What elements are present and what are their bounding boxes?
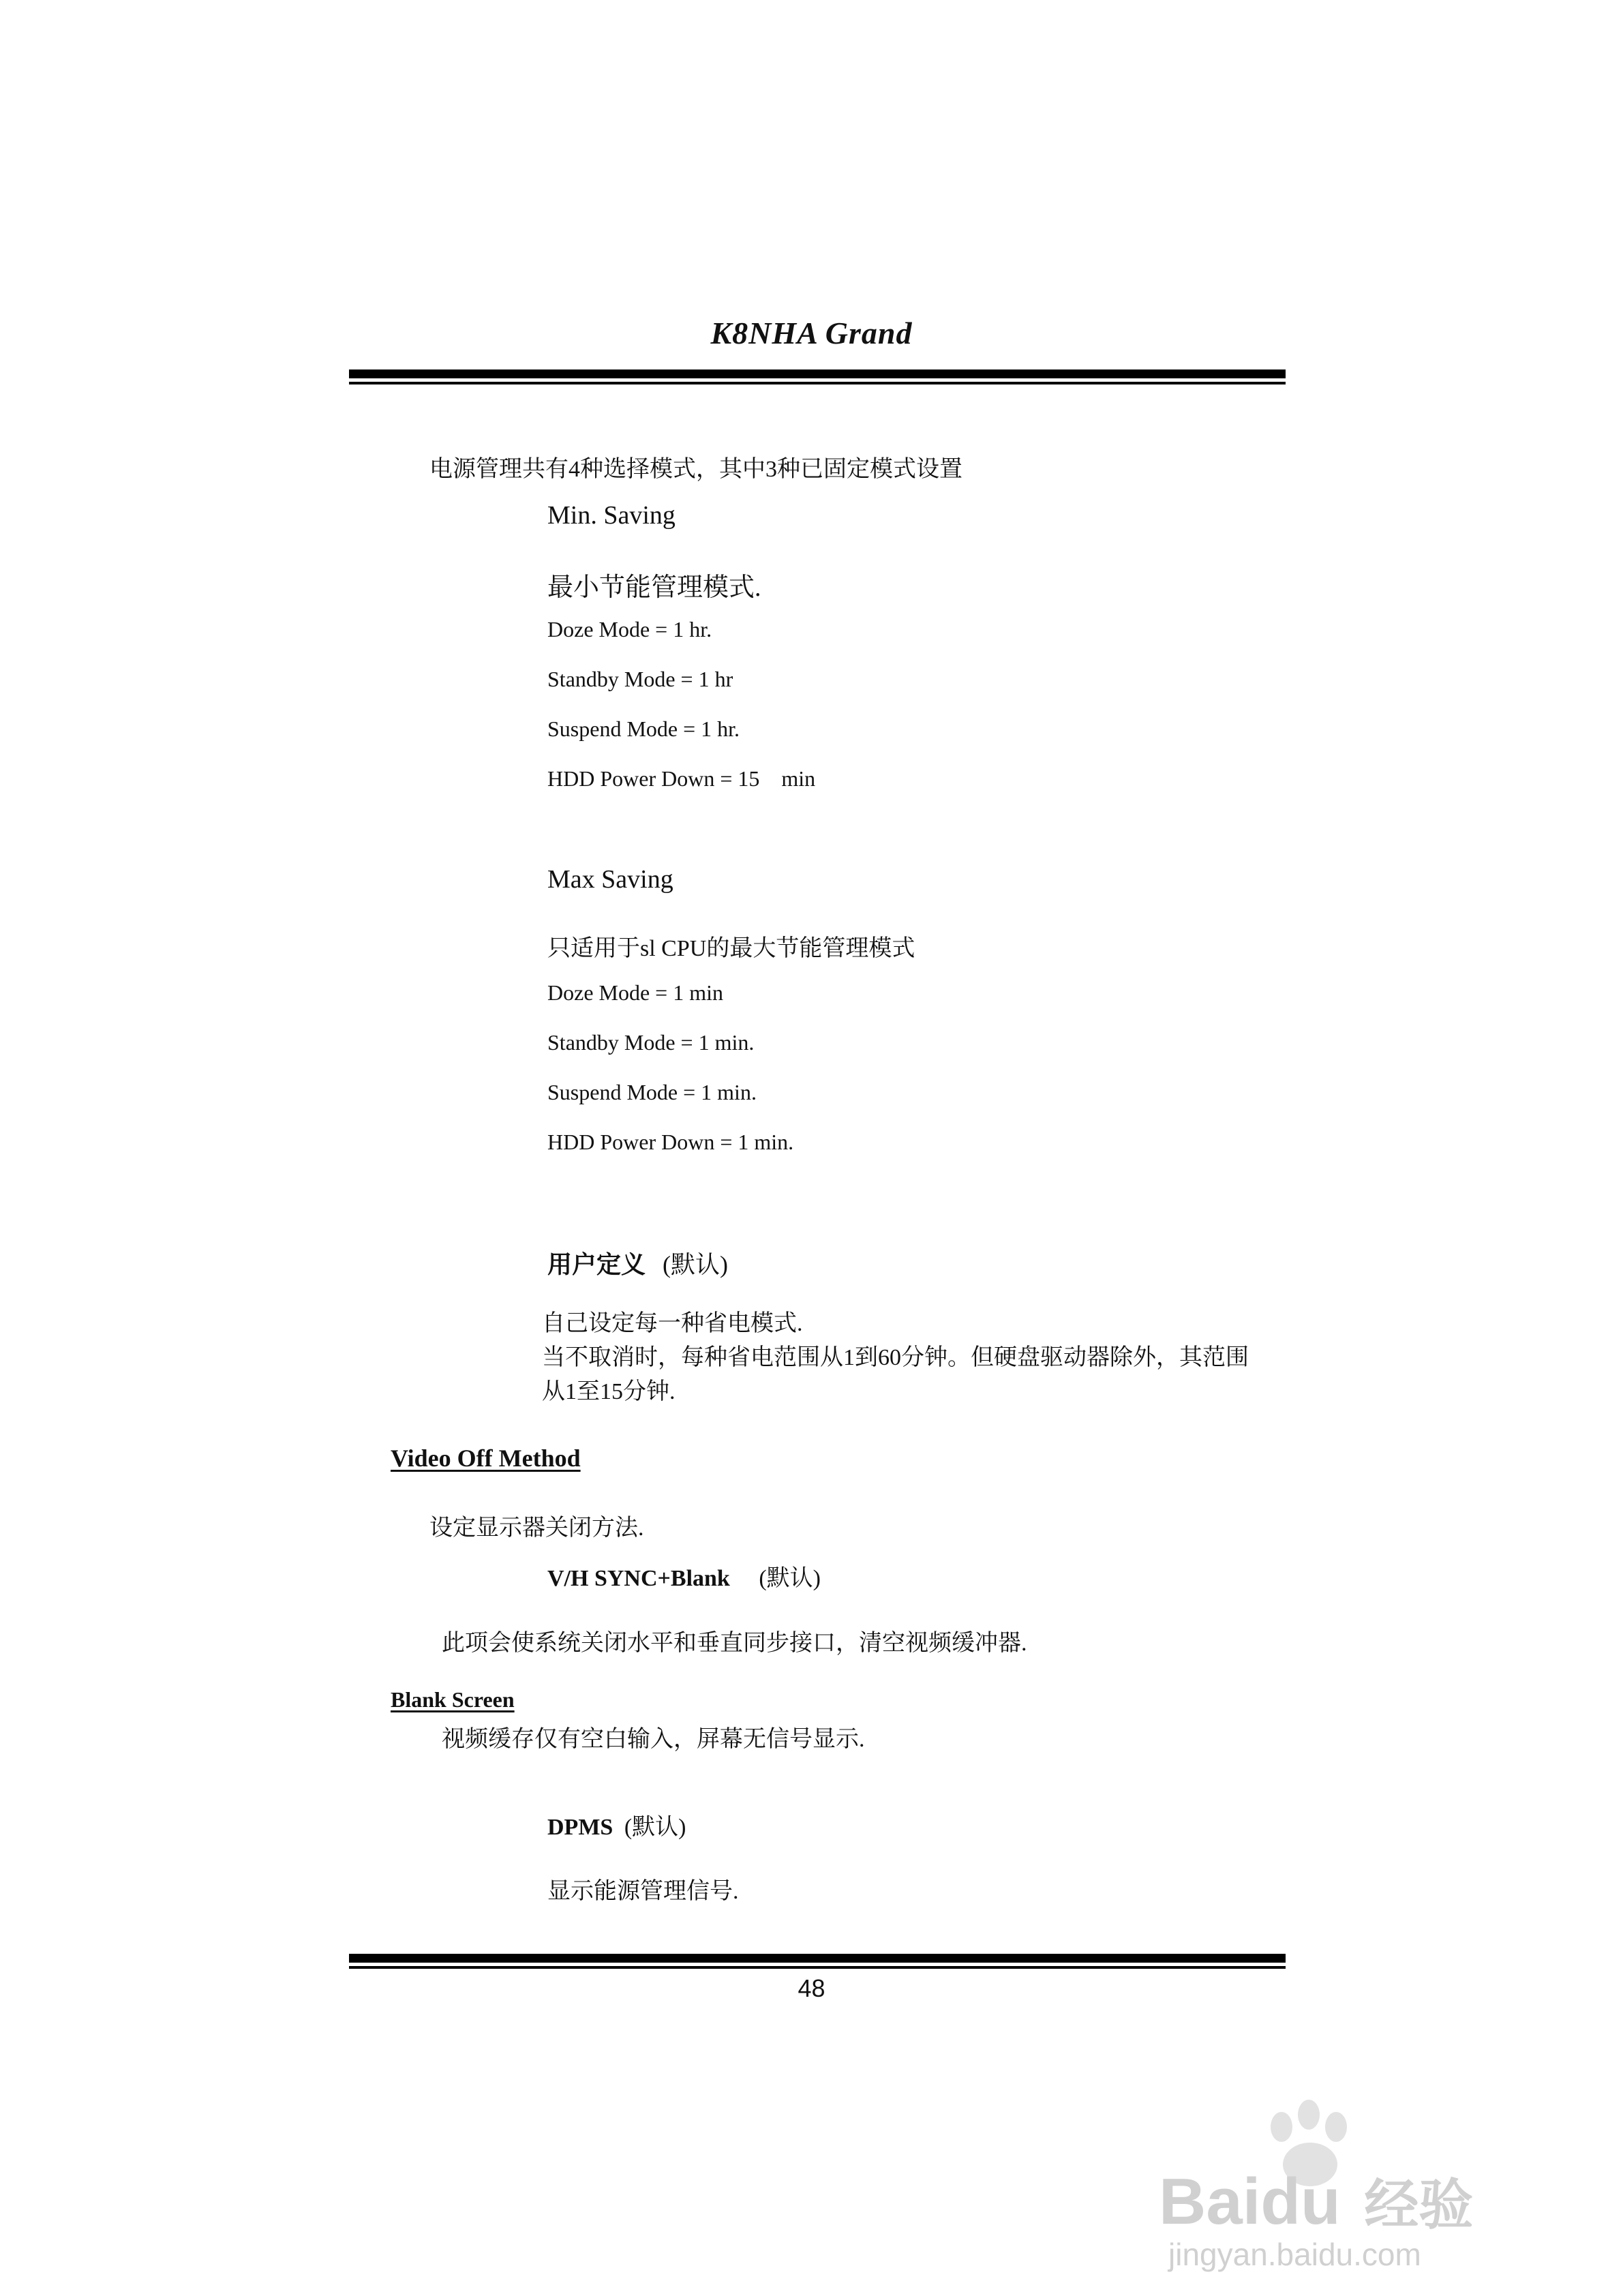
dpms-option xyxy=(547,1808,686,1841)
video-off-desc: 设定显示器关闭方法. xyxy=(429,1515,644,1541)
max-saving-doze: Doze Mode = 1 min xyxy=(547,980,723,1005)
min-saving-desc: 最小节能管理模式. xyxy=(547,573,761,602)
min-saving-hdd: HDD Power Down = 15 min xyxy=(547,766,816,791)
user-define-default: (默认) xyxy=(663,1251,728,1278)
footer-rule xyxy=(349,1954,1286,1963)
page-number: 48 xyxy=(798,1974,825,2002)
dpms-desc: 显示能源管理信号. xyxy=(547,1879,739,1904)
min-saving-standby: Standby Mode = 1 hr xyxy=(547,667,733,691)
header-rule-thin xyxy=(349,382,1286,384)
min-saving-suspend: Suspend Mode = 1 hr. xyxy=(547,716,740,741)
min-saving-title: Min. Saving xyxy=(547,501,676,530)
user-define-heading xyxy=(547,1245,728,1280)
blank-screen-desc: 视频缓存仅有空白输入，屏幕无信号显示. xyxy=(442,1727,865,1752)
vh-sync-desc: 此项会使系统关闭水平和垂直同步接口，清空视频缓冲器. xyxy=(442,1631,1027,1656)
watermark-url: jingyan.baidu.com xyxy=(1168,2237,1421,2272)
user-define-desc-3: 从1至15分钟. xyxy=(542,1379,676,1404)
footer-rule-thin xyxy=(349,1966,1286,1969)
watermark-brand-cn: 经验 xyxy=(1364,2175,1474,2235)
blank-screen-heading: Blank Screen xyxy=(391,1687,515,1712)
max-saving-hdd: HDD Power Down = 1 min. xyxy=(547,1130,794,1154)
user-define-title: 用户定义 xyxy=(547,1251,646,1278)
video-off-heading: Video Off Method xyxy=(391,1445,581,1472)
dpms-default: (默认) xyxy=(624,1815,686,1840)
max-saving-suspend: Suspend Mode = 1 min. xyxy=(547,1080,757,1104)
watermark-brand: Baidu xyxy=(1159,2165,1341,2238)
header-rule xyxy=(349,369,1286,378)
user-define-desc-1: 自己设定每一种省电模式. xyxy=(542,1311,803,1336)
vh-sync-title: V/H SYNC+Blank xyxy=(547,1566,730,1591)
max-saving-title: Max Saving xyxy=(547,865,673,894)
page-header-title: K8NHA Grand xyxy=(710,316,913,350)
max-saving-standby: Standby Mode = 1 min. xyxy=(547,1030,755,1055)
vh-sync-option xyxy=(547,1559,821,1592)
max-saving-desc: 只适用于sl CPU的最大节能管理模式 xyxy=(547,936,915,961)
user-define-desc-2: 当不取消时，每种省电范围从1到60分钟。但硬盘驱动器除外，其范围 xyxy=(542,1345,1249,1370)
dpms-title: DPMS xyxy=(547,1815,613,1840)
intro-text: 电源管理共有4种选择模式，其中3种已固定模式设置 xyxy=(429,457,962,482)
vh-sync-default: (默认) xyxy=(759,1566,821,1591)
baidu-watermark xyxy=(1159,2100,1541,2272)
min-saving-doze: Doze Mode = 1 hr. xyxy=(547,617,712,641)
